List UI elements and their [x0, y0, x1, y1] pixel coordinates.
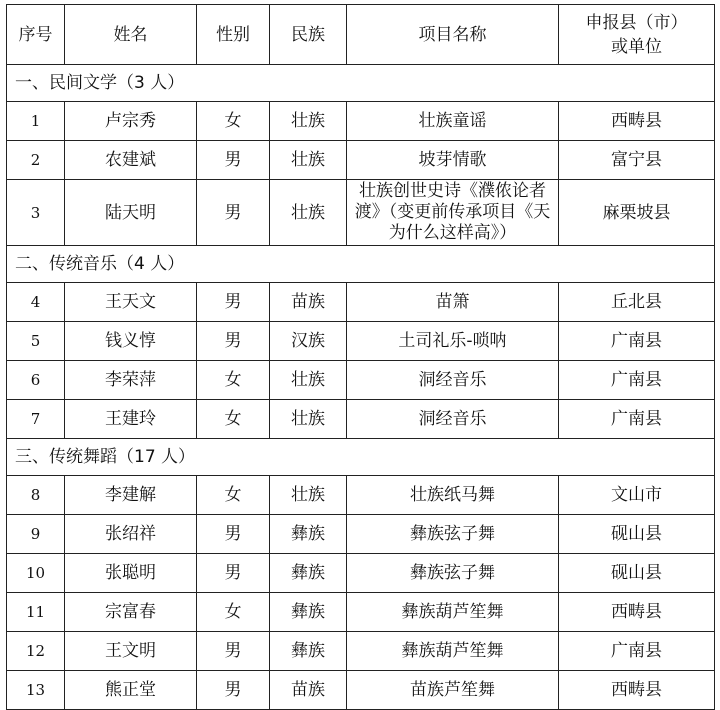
cell-name: 王建玲 [65, 400, 197, 439]
cell-project: 壮族创世史诗《濮侬论者渡》（变更前传承项目《天为什么这样高》） [347, 180, 559, 246]
cell-name: 李荣萍 [65, 361, 197, 400]
cell-name: 陆天明 [65, 180, 197, 246]
table-body [7, 65, 715, 710]
table-row [7, 671, 715, 710]
cell-unit: 广南县 [559, 361, 715, 400]
cell-ethnicity: 壮族 [270, 141, 347, 180]
table-row [7, 632, 715, 671]
cell-name: 张绍祥 [65, 515, 197, 554]
cell-project: 坡芽情歌 [347, 141, 559, 180]
cell-gender: 男 [197, 141, 270, 180]
inheritors-table [6, 4, 715, 710]
category-label: 二、传统音乐（4 人） [7, 246, 715, 283]
cell-project: 彝族葫芦笙舞 [347, 632, 559, 671]
header-name: 姓名 [65, 5, 197, 65]
table-row [7, 180, 715, 246]
cell-project: 壮族纸马舞 [347, 476, 559, 515]
header-unit-line1: 申报县（市） [585, 12, 688, 33]
cell-unit: 麻栗坡县 [559, 180, 715, 246]
category-label: 三、传统舞蹈（17 人） [7, 439, 715, 476]
cell-unit: 丘北县 [559, 283, 715, 322]
cell-project: 苗族芦笙舞 [347, 671, 559, 710]
cell-gender: 女 [197, 102, 270, 141]
cell-unit: 富宁县 [559, 141, 715, 180]
cell-unit: 西畴县 [559, 593, 715, 632]
cell-num: 4 [7, 283, 65, 322]
category-row [7, 65, 715, 102]
category-label: 一、民间文学（3 人） [7, 65, 715, 102]
cell-num: 7 [7, 400, 65, 439]
cell-ethnicity: 壮族 [270, 102, 347, 141]
cell-ethnicity: 彝族 [270, 593, 347, 632]
cell-ethnicity: 壮族 [270, 476, 347, 515]
cell-ethnicity: 苗族 [270, 283, 347, 322]
table-row [7, 593, 715, 632]
cell-name: 李建解 [65, 476, 197, 515]
cell-gender: 男 [197, 180, 270, 246]
cell-gender: 女 [197, 476, 270, 515]
cell-gender: 女 [197, 400, 270, 439]
cell-project: 洞经音乐 [347, 400, 559, 439]
cell-gender: 男 [197, 632, 270, 671]
cell-num: 8 [7, 476, 65, 515]
table-row [7, 322, 715, 361]
table-row [7, 141, 715, 180]
header-project: 项目名称 [347, 5, 559, 65]
cell-name: 王天文 [65, 283, 197, 322]
header-unit [559, 5, 715, 65]
cell-project: 彝族葫芦笙舞 [347, 593, 559, 632]
header-row [7, 5, 715, 65]
cell-gender: 男 [197, 283, 270, 322]
cell-name: 张聪明 [65, 554, 197, 593]
cell-ethnicity: 彝族 [270, 515, 347, 554]
cell-gender: 男 [197, 515, 270, 554]
table-row [7, 361, 715, 400]
cell-name: 宗富春 [65, 593, 197, 632]
table-row [7, 476, 715, 515]
cell-gender: 男 [197, 671, 270, 710]
cell-project: 洞经音乐 [347, 361, 559, 400]
cell-name: 农建斌 [65, 141, 197, 180]
table-row [7, 400, 715, 439]
cell-num: 9 [7, 515, 65, 554]
cell-num: 11 [7, 593, 65, 632]
header-ethnicity: 民族 [270, 5, 347, 65]
cell-num: 3 [7, 180, 65, 246]
cell-unit: 广南县 [559, 322, 715, 361]
cell-unit: 西畴县 [559, 102, 715, 141]
cell-num: 10 [7, 554, 65, 593]
table-row [7, 515, 715, 554]
table-row [7, 102, 715, 141]
cell-unit: 西畴县 [559, 671, 715, 710]
cell-unit: 广南县 [559, 632, 715, 671]
cell-num: 1 [7, 102, 65, 141]
header-gender: 性别 [197, 5, 270, 65]
cell-num: 12 [7, 632, 65, 671]
cell-name: 王文明 [65, 632, 197, 671]
cell-unit: 文山市 [559, 476, 715, 515]
cell-project: 苗箫 [347, 283, 559, 322]
category-row [7, 439, 715, 476]
cell-gender: 女 [197, 361, 270, 400]
cell-gender: 男 [197, 554, 270, 593]
table-row [7, 283, 715, 322]
cell-ethnicity: 壮族 [270, 361, 347, 400]
category-row [7, 246, 715, 283]
cell-gender: 女 [197, 593, 270, 632]
cell-name: 钱义惇 [65, 322, 197, 361]
table-row [7, 554, 715, 593]
cell-ethnicity: 壮族 [270, 400, 347, 439]
cell-num: 2 [7, 141, 65, 180]
header-num: 序号 [7, 5, 65, 65]
cell-num: 13 [7, 671, 65, 710]
cell-project: 彝族弦子舞 [347, 515, 559, 554]
cell-num: 6 [7, 361, 65, 400]
cell-gender: 男 [197, 322, 270, 361]
cell-num: 5 [7, 322, 65, 361]
header-unit-line2: 或单位 [611, 36, 662, 57]
cell-unit: 广南县 [559, 400, 715, 439]
cell-ethnicity: 壮族 [270, 180, 347, 246]
cell-ethnicity: 彝族 [270, 554, 347, 593]
cell-project: 壮族童谣 [347, 102, 559, 141]
cell-ethnicity: 汉族 [270, 322, 347, 361]
cell-project: 土司礼乐-唢呐 [347, 322, 559, 361]
cell-name: 卢宗秀 [65, 102, 197, 141]
cell-ethnicity: 彝族 [270, 632, 347, 671]
cell-ethnicity: 苗族 [270, 671, 347, 710]
cell-unit: 砚山县 [559, 554, 715, 593]
cell-project: 彝族弦子舞 [347, 554, 559, 593]
cell-unit: 砚山县 [559, 515, 715, 554]
cell-name: 熊正堂 [65, 671, 197, 710]
